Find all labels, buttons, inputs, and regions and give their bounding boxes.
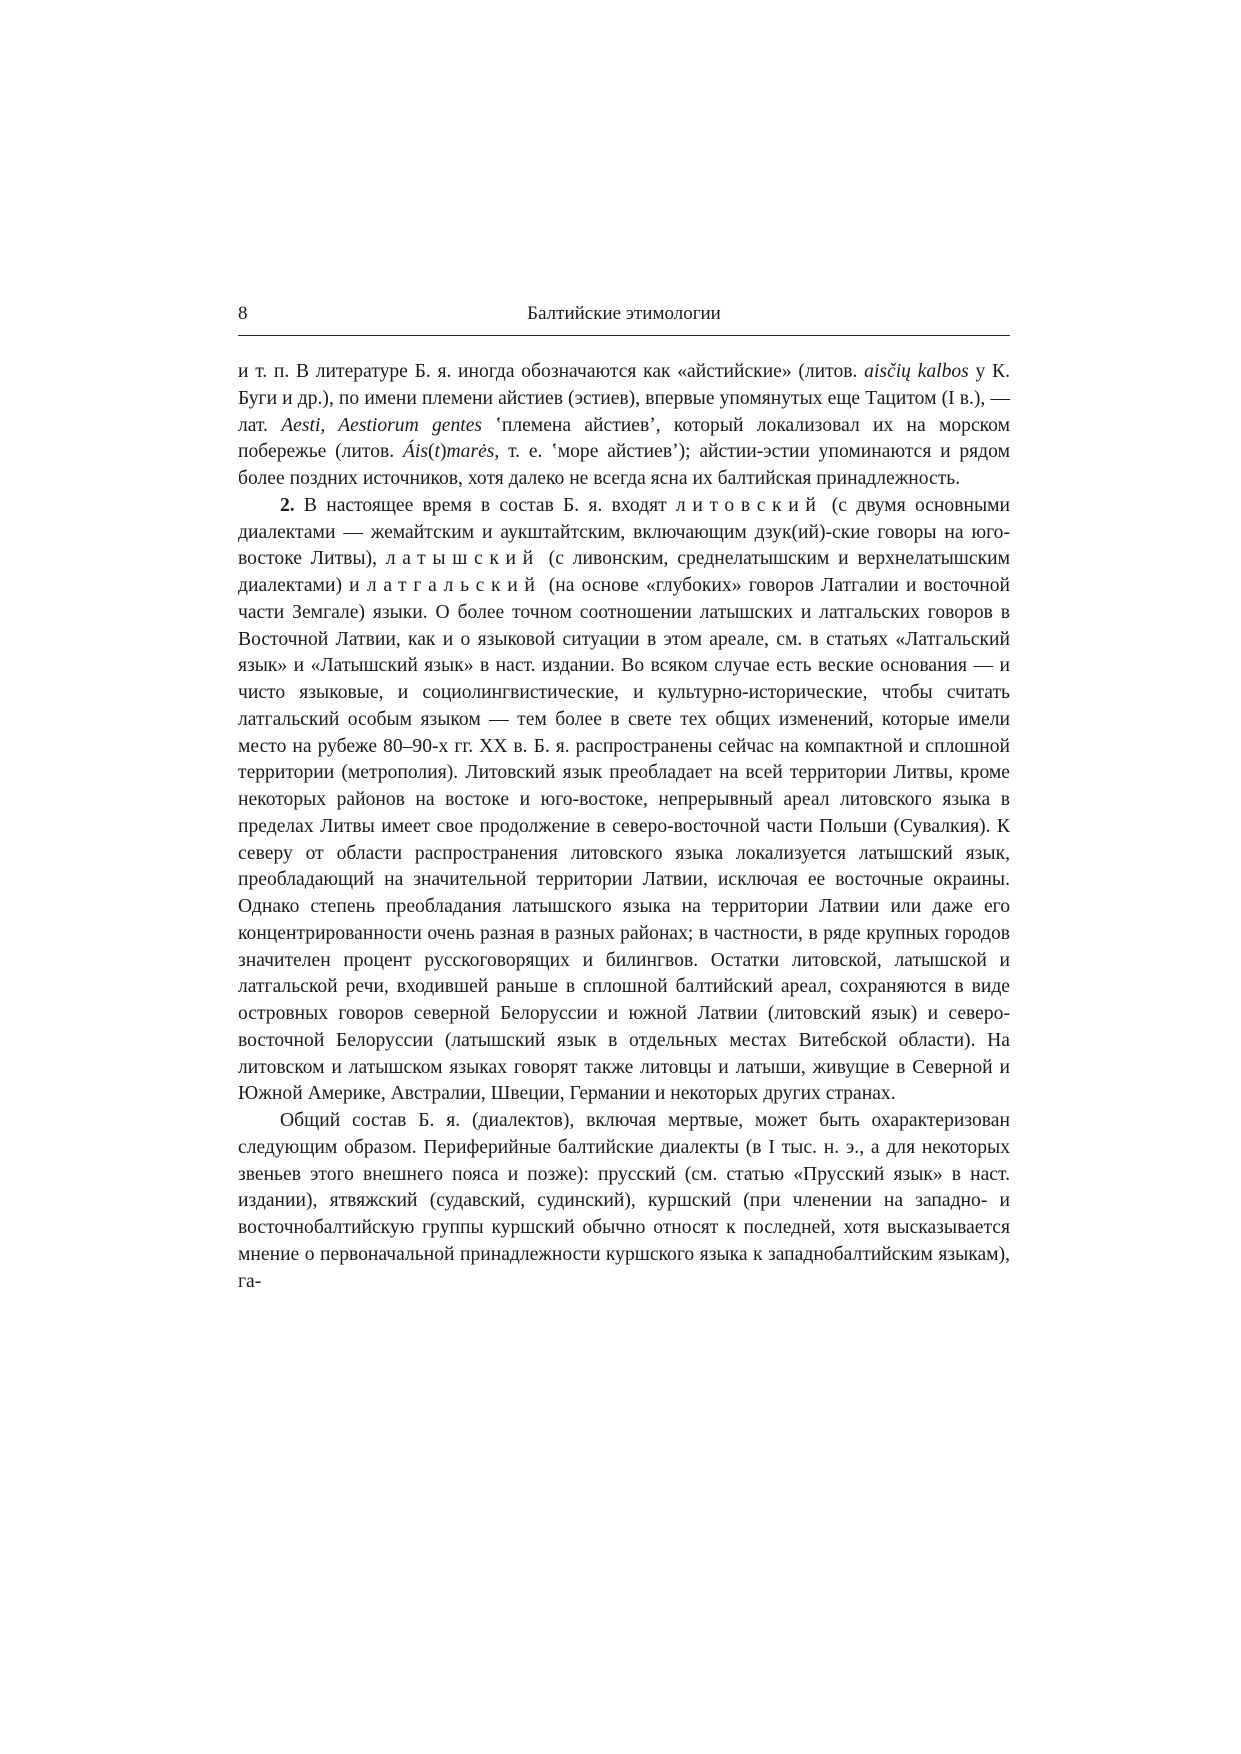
paragraph-3 [238,1108,1010,1295]
text-segment: (на основе «глубоких» говоров Латгалии и восточной части Земгале) языки. О более точном соотношении латышских и латгальских говоров в Восточной Латвии, как и о языковой ситуации в этом ареале, см. в статьях «Латгальский язык» и «Латышский язык» в наст. издании. Во всяком случае есть веские основания — и чисто языковые, и социолингвистические, и культурно-исторические, чтобы считать латгальский особым языком — тем более в свете тех общих изменений, которые имели место на рубеже 80–90-х гг. XX в. Б. я. распространены сейчас на компактной и сплошной территории (метрополия). Литовский язык преобладает на всей территории Литвы, кроме некоторых районов на востоке и юго-востоке, непрерывный ареал литовского языка в пределах Литвы имеет свое продолжение в северо-восточной части Польши (Сувалкия). К северу от области распространения литовского языка локализуется латышский язык, преобладающий на значительной территории Латвии, исключая ее восточные окраины. Однако степень преобладания латышского языка на территории Латвии или даже его концентрированности очень разная в разных районах; в частности, в ряде крупных городов значителен процент русскоговорящих и билингвов. Остатки литовской, латышской и латгальской речи, входившей раньше в сплошной балтийский ареал, сохраняются в виде островных говоров северной Белоруссии и южной Латвии (литовский язык) и северо-восточной Белоруссии (латышский язык в отдельных местах Витебской области). На литовском и латышском языках говорят также литовцы и латыши, живущие в Северной и Южной Америке, Австралии, Швеции, Германии и некоторых других странах. [238,575,1010,1105]
text-segment: ) [439,441,447,463]
spaced-term: литовский [675,494,823,516]
section-number: 2. [280,494,295,516]
spaced-term: латгальский [366,575,542,596]
text-segment: у К. Буги и др.), по имени племени айстиев (эстиев), впервые упомянутых еще Тацитом (I в.), — лат. [238,361,1010,436]
text-segment: и т. п. В литературе Б. я. иногда обозначаются как «айстийские» (литов. [238,361,865,382]
text-segment: В настоящее время в состав Б. я. входят [294,494,676,516]
article-body [238,359,1010,1295]
paragraph-1 [238,359,1010,493]
text-segment: (с двумя основными диалектами — жемайтским и аукштайтским, включающим дзук(ий)-ские говоры на юго-востоке Литвы), [238,494,1010,570]
paragraph-2 [238,493,1010,1108]
italic-term: Áis [402,441,428,463]
italic-term: aisčių kalbos [864,361,969,382]
text-segment: ( [427,441,435,463]
running-head [238,303,1010,336]
text-segment: ʽплемена айстиевʼ, который локализовал их на морском побережье (литов. [238,414,1011,463]
italic-term: marės [446,441,495,463]
italic-term: t [434,441,440,463]
text-segment: , т. е. ʽморе айстиевʼ); айстии-эстии упоминаются и рядом более поздних источников, хотя далеко не всегда ясна их балтийская принадлежность. [238,441,1010,489]
text-segment: (с ливонским, среднелатышским и верхнелатышским диалектами) и [238,548,1010,596]
italic-term: Aesti, Aestiorum gentes [281,414,483,436]
page-number: 8 [238,303,248,324]
text-segment: Общий состав Б. я. (диалектов), включая мертвые, может быть охарактеризован следующим образом. Периферийные балтийские диалекты (в I тыс. н. э., а для некоторых звеньев этого внешнего пояса и позже): прусский (см. статью «Прусский язык» в наст. издании), ятвяжский (судавский, судинский), куршский (при членении на западно- и восточнобалтийскую группы куршский обычно относят к последней, хотя высказывается мнение о первоначальной принадлежности куршского языка к западнобалтийским языкам), га- [238,1110,1010,1292]
spaced-term: латышский [385,548,540,570]
running-title: Балтийские этимологии [527,303,721,324]
